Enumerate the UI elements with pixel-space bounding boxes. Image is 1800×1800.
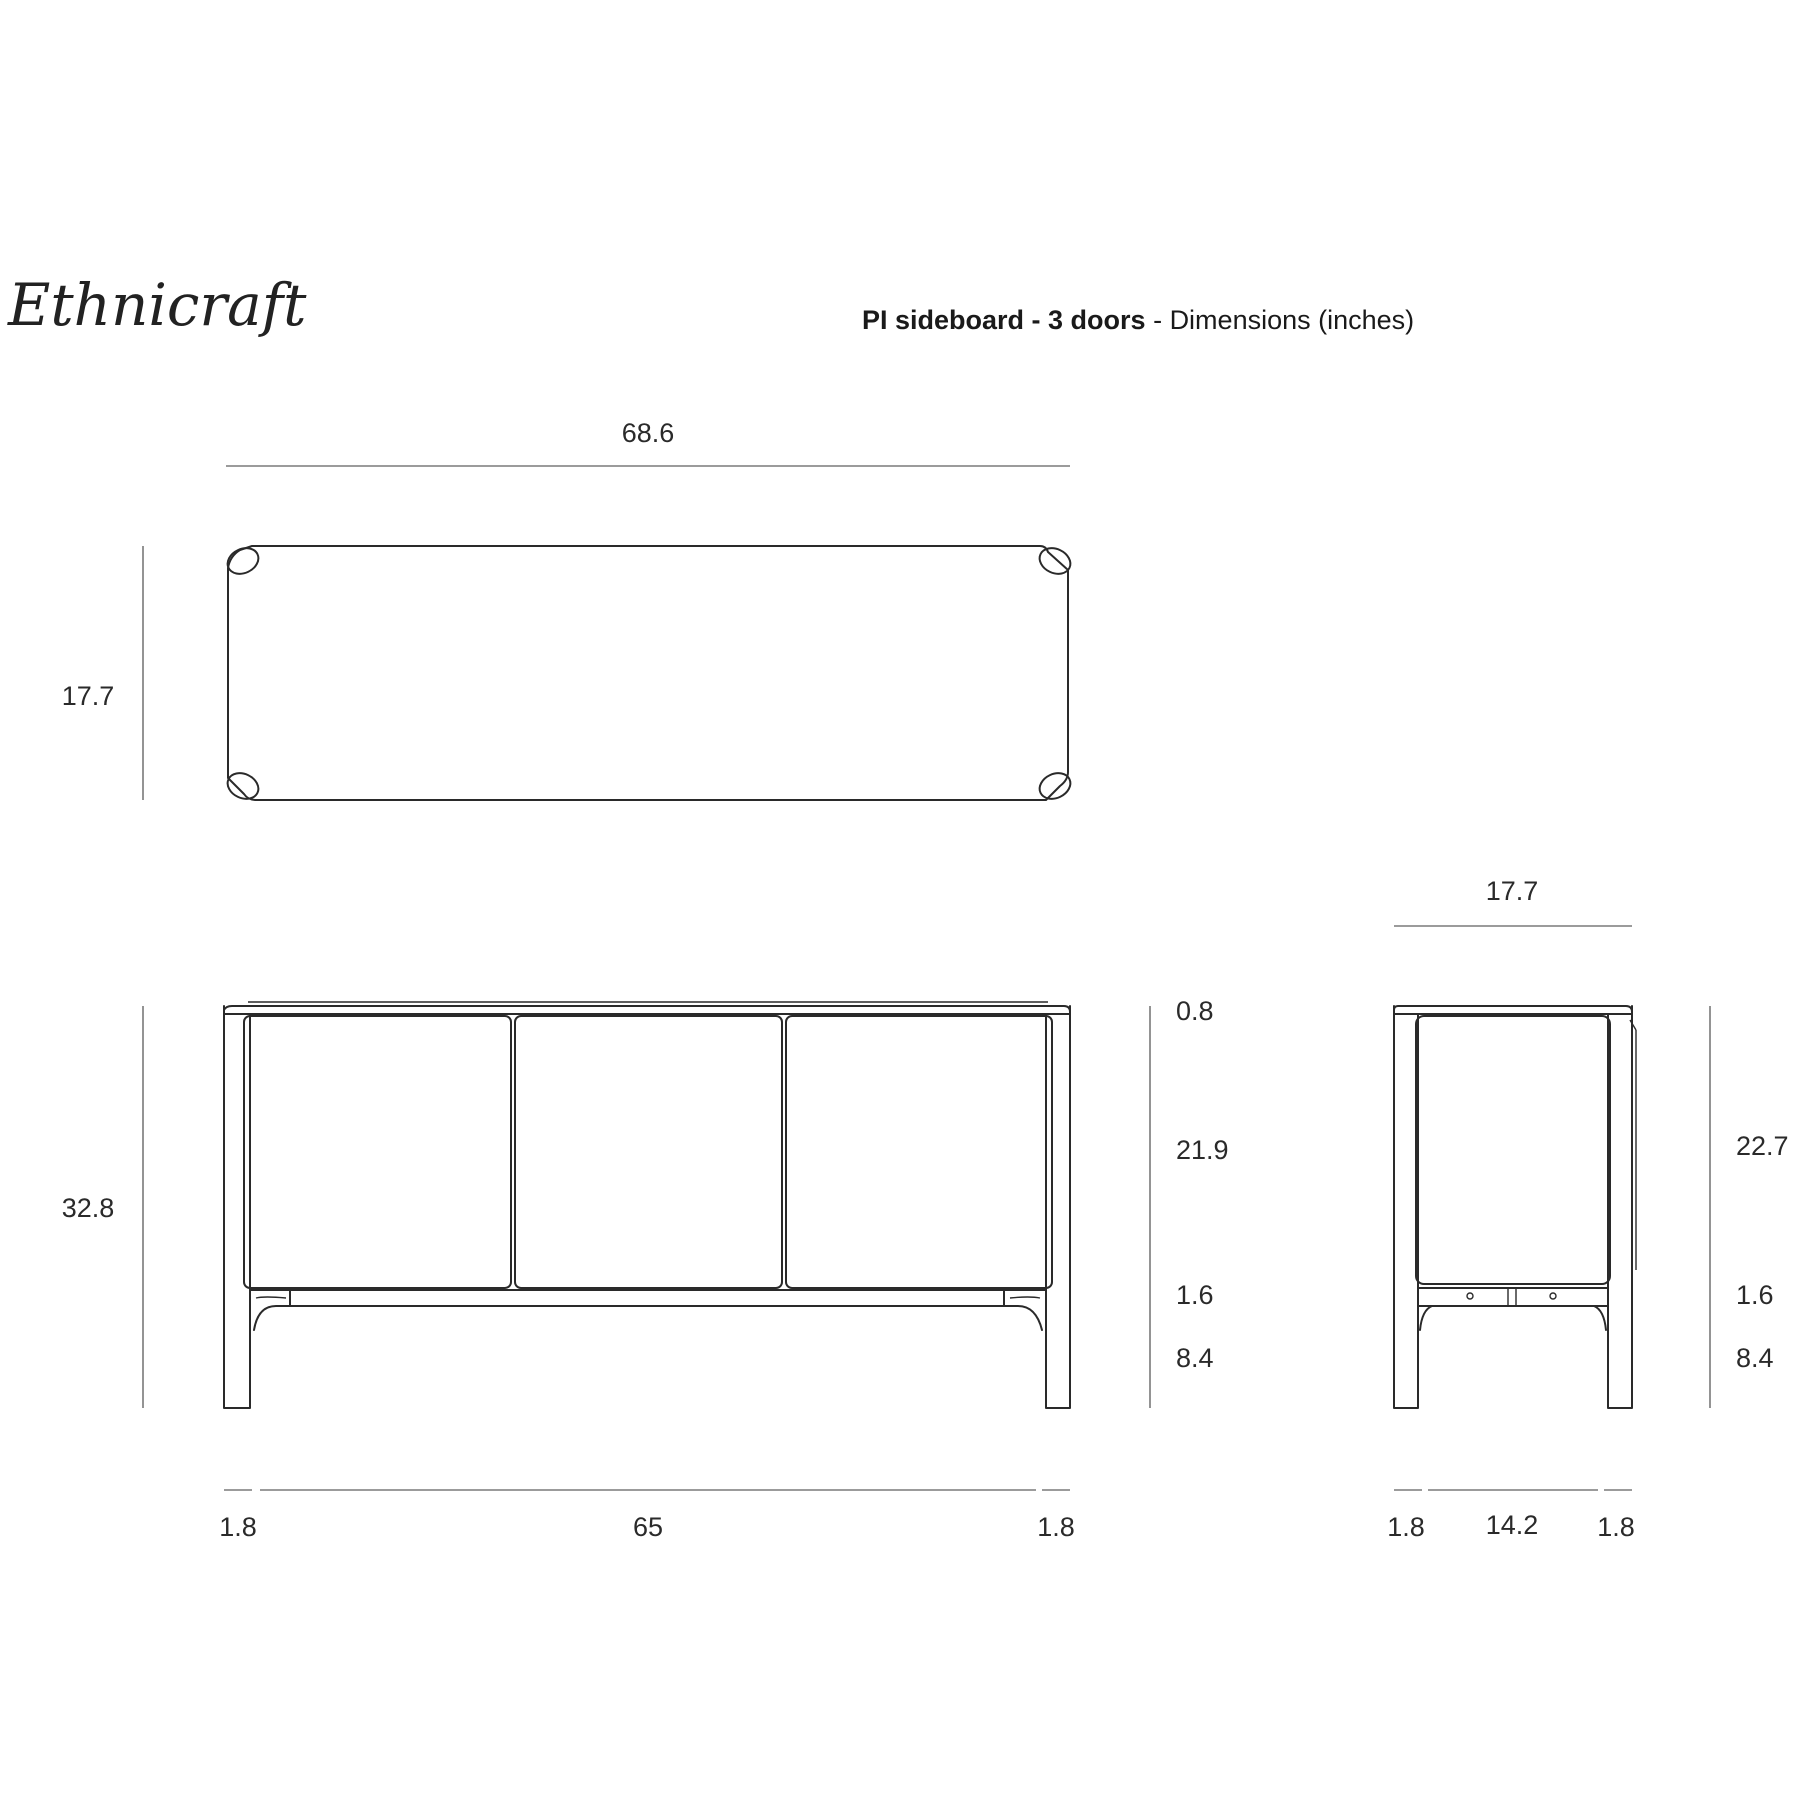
side-view — [1387, 876, 1788, 1542]
door-panel — [786, 1016, 1052, 1288]
front-view-outline — [224, 1002, 1070, 1408]
page-title — [862, 305, 1414, 335]
front-leg-height-label: 8.4 — [1176, 1343, 1214, 1373]
top-depth-label: 17.7 — [61, 681, 115, 711]
side-leg-left-label: 1.8 — [1387, 1512, 1425, 1542]
top-view — [62, 418, 1075, 804]
top-view-outline — [223, 543, 1074, 803]
side-rail-label: 1.6 — [1736, 1280, 1774, 1310]
door-panel — [515, 1016, 782, 1288]
side-leg-height-label: 8.4 — [1736, 1343, 1774, 1373]
title-separator: - — [1145, 305, 1170, 335]
front-rail-label: 1.6 — [1176, 1280, 1214, 1310]
top-width-label: 68.6 — [621, 418, 675, 448]
front-height-label: 32.8 — [61, 1193, 115, 1223]
front-view — [62, 996, 1229, 1542]
side-panel — [1416, 1016, 1610, 1284]
front-leg-left-label: 1.8 — [219, 1512, 257, 1542]
rail-dowel — [1550, 1293, 1556, 1299]
side-leg-right-label: 1.8 — [1597, 1512, 1635, 1542]
side-view-outline — [1394, 1006, 1636, 1408]
door-panel — [244, 1016, 511, 1288]
product-name: PI sideboard - 3 doors — [862, 305, 1146, 335]
brand-logo: Ethnicraft — [8, 271, 307, 339]
door-height-label: 21.9 — [1176, 1135, 1229, 1165]
front-inner-width-label: 65 — [632, 1512, 664, 1542]
side-depth-label: 17.7 — [1485, 876, 1539, 906]
front-leg-right-label: 1.8 — [1037, 1512, 1075, 1542]
side-body-height-label: 22.7 — [1736, 1131, 1789, 1161]
rail-dowel — [1467, 1293, 1473, 1299]
top-thickness-label: 0.8 — [1176, 996, 1214, 1026]
side-inner-width-label: 14.2 — [1485, 1510, 1539, 1540]
top-corner-leg — [223, 768, 262, 803]
title-subtitle: Dimensions (inches) — [1169, 305, 1415, 335]
